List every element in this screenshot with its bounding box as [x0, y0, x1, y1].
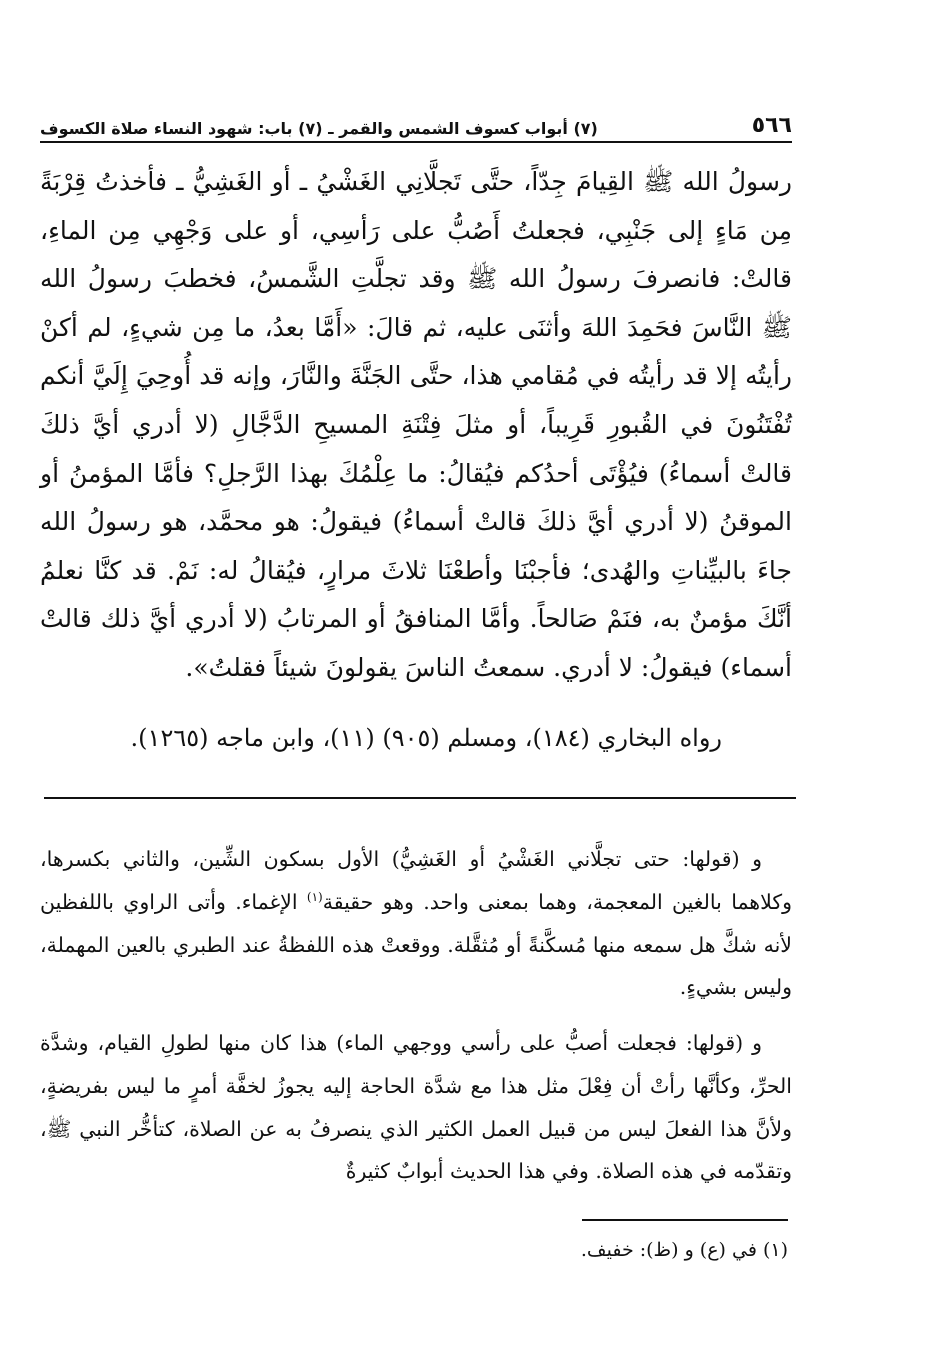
commentary-text: الإغماء. وأتى الراوي باللفظين لأنه شكَّ هل سمعه منها مُسكَّنةً أو مُثقَّلة. ووقعتْ هذه اللفظةُ عند الطبري بالعين المهملة، وليس بشيءٍ. [40, 889, 792, 1000]
footnote: (١) في (ع) و (ظ): خفيف. [580, 1239, 788, 1261]
page-header [40, 104, 792, 138]
commentary-paragraph [40, 1022, 792, 1193]
footnote-reference: (١) [306, 889, 323, 904]
hadith-text: رسولُ الله ﷺ القِيامَ جِدّاً، حتَّى تَجلَّانِي الغَشْيُ ـ أو الغَشِيُّ ـ فأخذتُ قِرْبَةً مِن مَاءٍ إلى جَنْبِي، فجعلتُ أَصُبُّ على رَأسِي، أو على وَجْهِي مِن الماءِ، قالتْ: فانصرفَ رسولُ الله ﷺ وقد تجلَّتِ الشَّمسُ، فخطبَ رسولُ الله ﷺ النَّاسَ فحَمِدَ اللهَ وأثنَى عليه، ثم قالَ: «أَمَّا بعدُ، ما مِن شيءٍ، لم أكنْ رأيتُه إلا قد رأيتُه في مُقامي هذا، حتَّى الجَنَّةَ والنَّارَ، وإنه قد أُوحِيَ إِلَيَّ أنكم تُفْتَنُونَ في القُبورِ قَرِيباً، أو مثلَ فِتْنَةِ المسيحِ الدَّجَّالِ (لا أدري أيَّ ذلكَ قالتْ أسماءُ) فيُؤْتَى أحدُكم فيُقالُ: ما عِلْمُكَ بهذا الرَّجلِ؟ فأمَّا المؤمنُ أو الموقنُ (لا أدري أيَّ ذلكَ قالتْ أسماءُ) فيقولُ: هو محمَّد، هو رسولُ الله جاءَ بالبيِّناتِ والهُدى؛ فأجبْنَا وأطعْنَا ثلاثَ مرارٍ، فيُقالُ له: نَمْ. قد كنَّا نعلمُ أنَّكَ مؤمنٌ به، فنَمْ صَالحاً. وأمَّا المنافقُ أو المرتابُ (لا أدري أيَّ ذلك قالتْ أسماء) فيقولُ: لا أدري. سمعتُ الناسَ يقولونَ شيئاً فقلتُ». [40, 167, 792, 682]
hadith-source: رواه البخاري (١٨٤)، ومسلم (٩٠٥) (١١)، وابن ماجه (١٢٦٥). [130, 724, 722, 752]
commentary-text: و (قولها: حتى تجلَّاني الغَشْيُ أو الغَشِيُّ) الأول بسكون الشِّين، والثاني بكسرها، وكلاهما بالغين المعجمة، وهما بمعنى واحد. وهو حقيقة [40, 847, 793, 914]
page-number: ٥٦٦ [751, 113, 792, 138]
section-divider [44, 797, 796, 799]
header-divider [40, 141, 792, 143]
running-title: (٧) أبواب كسوف الشمس والقمر ـ (٧) باب: شهود النساء صلاة الكسوف [40, 119, 598, 138]
commentary-paragraph [40, 838, 792, 1009]
footnote-divider [582, 1219, 788, 1221]
book-page [40, 0, 792, 1372]
commentary-text: و (قولها: فجعلت أصبُّ على رأسي ووجهي الماء) هذا كان منها لطولِ القيام، وشدَّة الحرِّ، وكأنَّها رأتْ أن فِعْلَ مثل هذا مع شدَّة الحاجة إليه يجوزُ لخفَّة أمرٍ ما ليس بفريضةٍ، ولأنَّ هذا الفعلَ ليس من قبيل العمل الكثير الذي ينصرفُ به عن الصلاة، كتأخُّر النبي ﷺ، وتقدّمه في هذه الصلاة. وفي هذا الحديث أبوابٌ كثيرةٌ [40, 1031, 792, 1184]
